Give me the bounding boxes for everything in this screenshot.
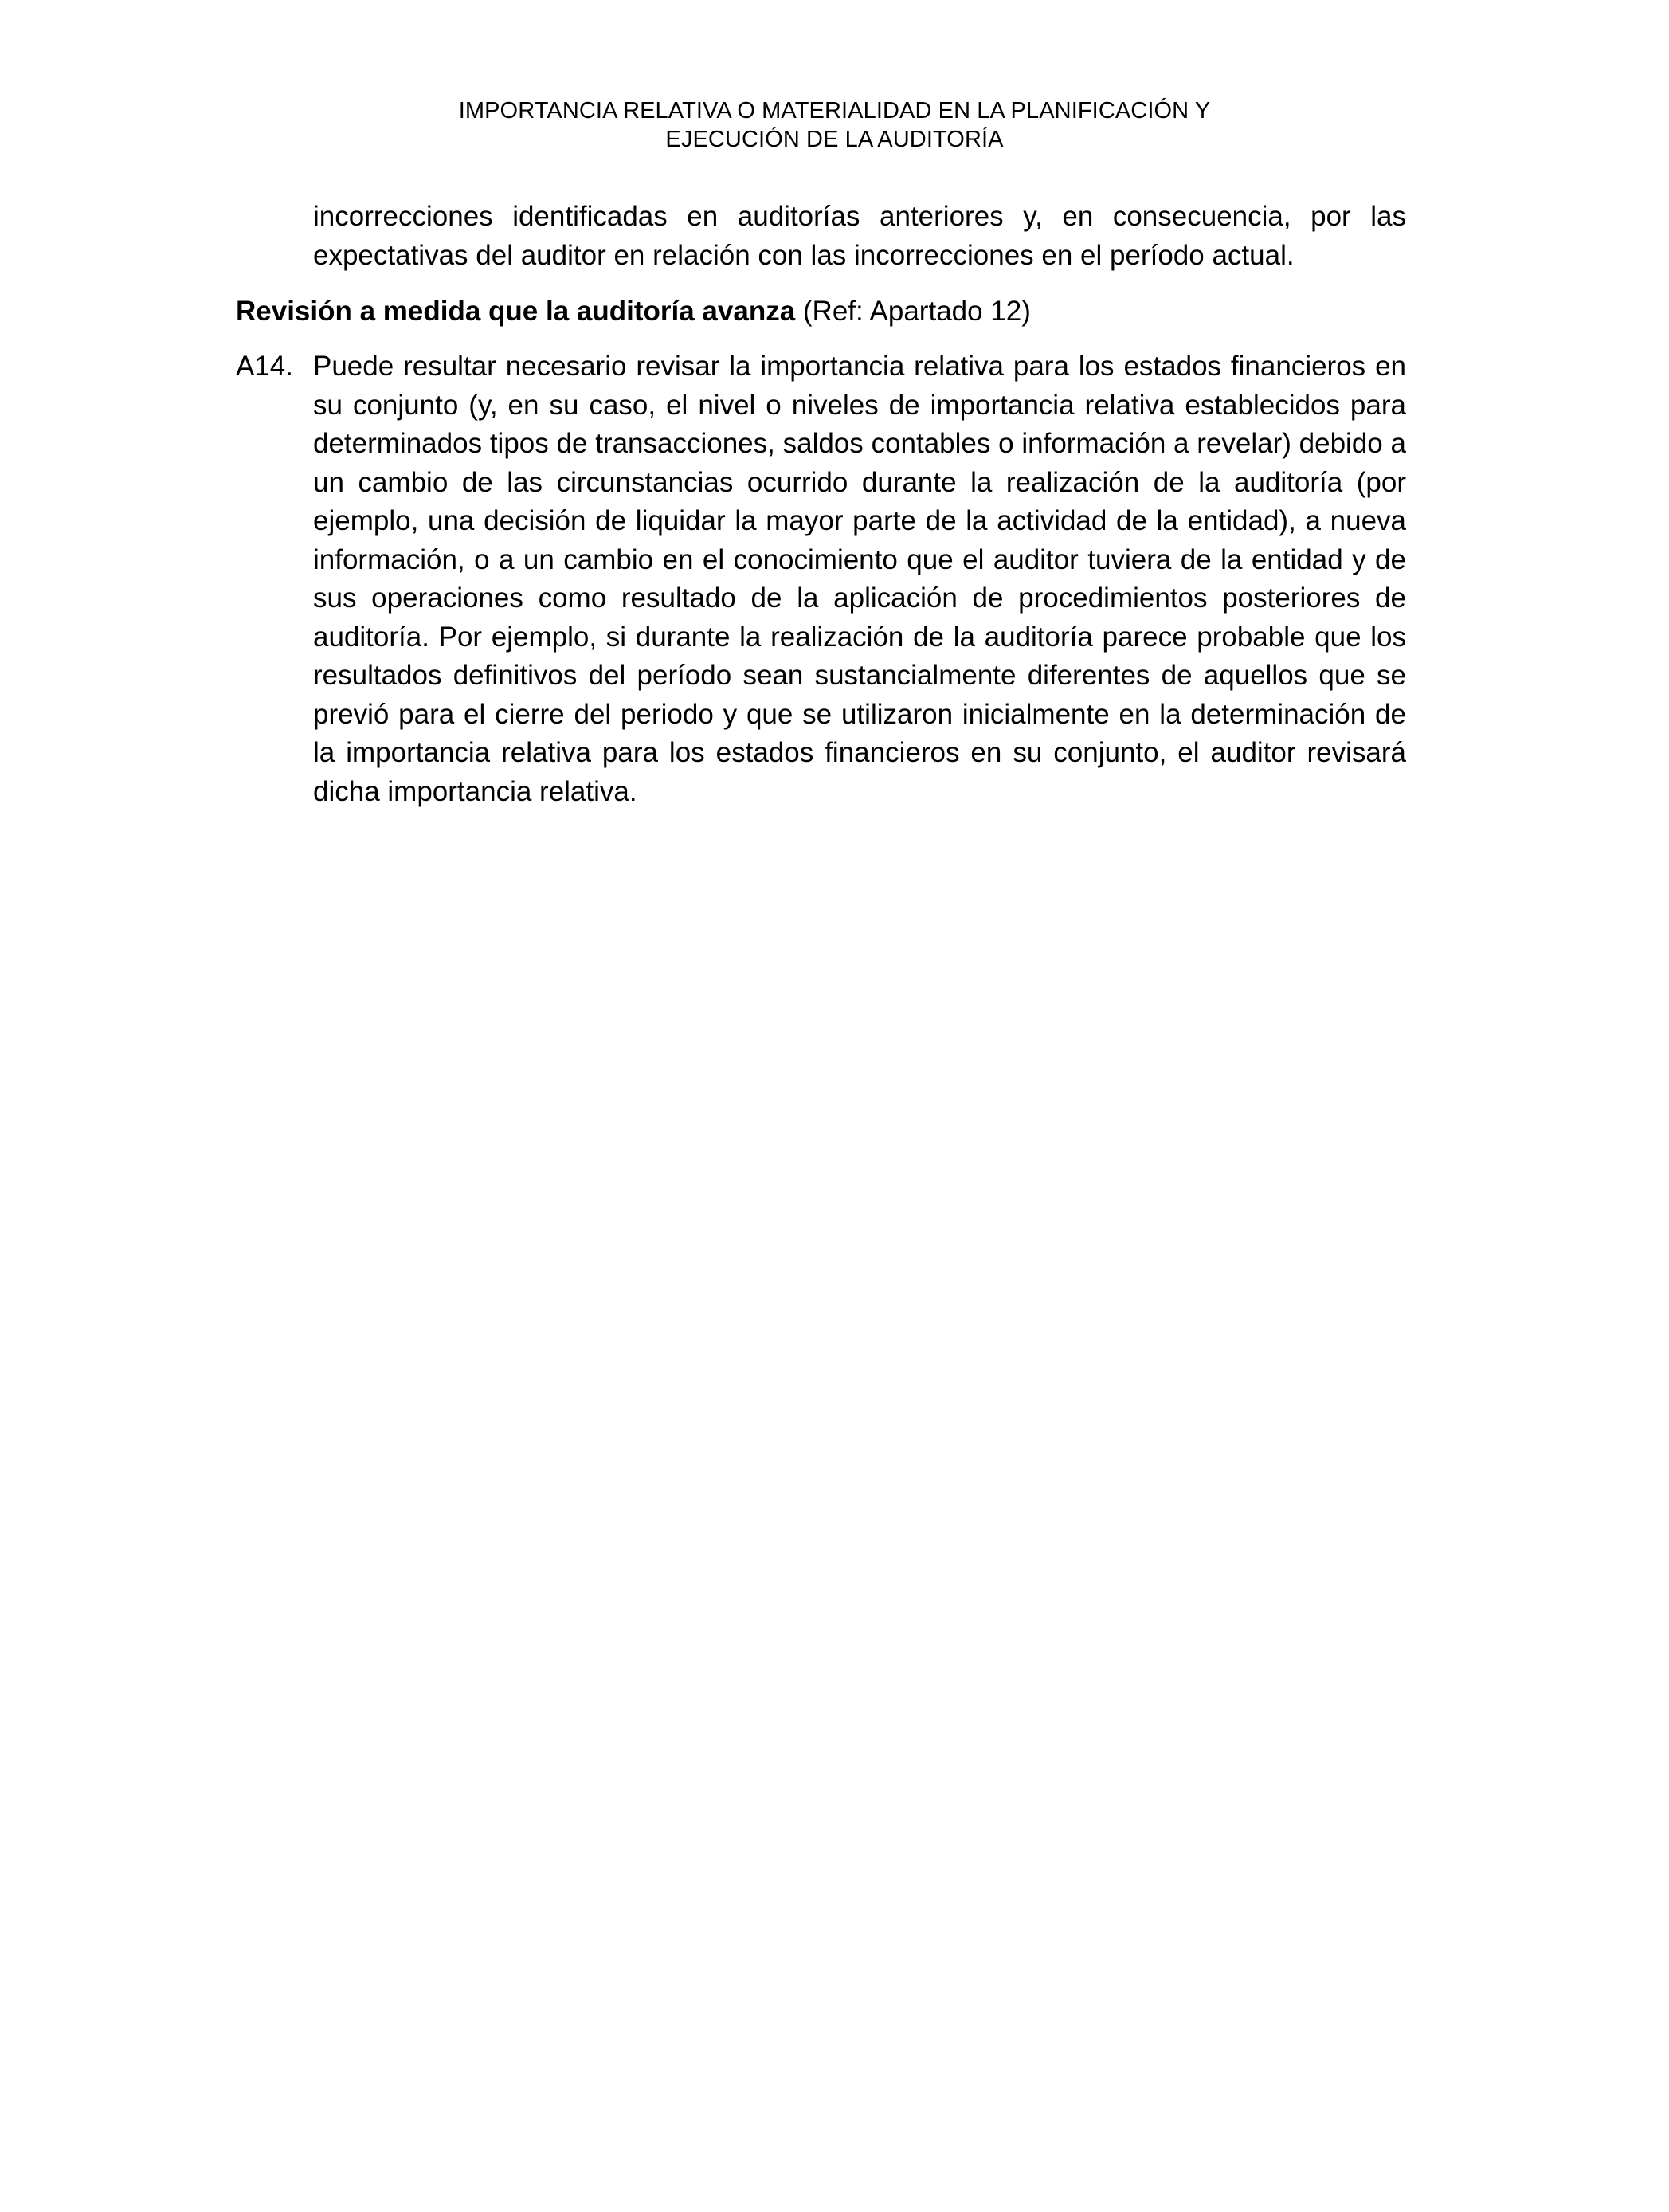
section-heading-reference: (Ref: Apartado 12) xyxy=(795,296,1031,327)
paragraph-a14-body: Puede resultar necesario revisar la importancia relativa para los estados financieros en su conjunto (y, en su caso, el nivel o niveles de importancia relativa establecidos para determinados tipos de transacciones, saldos contables o información a revelar) debido a un cambio de las circunstancias ocurrido durante la realización de la auditoría (por ejemplo, una decisión de liquidar la mayor parte de la actividad de la entidad), a nueva información, o a un cambio en el conocimiento que el auditor tuviera de la entidad y de sus operaciones como resultado de la aplicación de procedimientos posteriores de auditoría. Por ejemplo, si durante la realización de la auditoría parece probable que los resultados definitivos del período sean sustancialmente diferentes de aquellos que se previó para el cierre del periodo y que se utilizaron inicialmente en la determinación de la importancia relativa para los estados financieros en su conjunto, el auditor revisará dicha importancia relativa. xyxy=(313,351,1406,807)
paragraph-number: A14. xyxy=(236,351,293,382)
continuation-paragraph: incorrecciones identificadas en auditorías anteriores y, en consecuencia, por las expectativas del auditor en relación con las incorrecciones en el período actual. xyxy=(313,201,1406,271)
header-line-2: EJECUCIÓN DE LA AUDITORÍA xyxy=(665,127,1004,152)
section-heading xyxy=(236,292,1407,331)
header-line-1: IMPORTANCIA RELATIVA O MATERIALIDAD EN LA PLANIFICACIÓN Y xyxy=(458,98,1211,124)
running-header xyxy=(0,96,1669,154)
section-heading-title: Revisión a medida que la auditoría avanza xyxy=(236,296,796,327)
